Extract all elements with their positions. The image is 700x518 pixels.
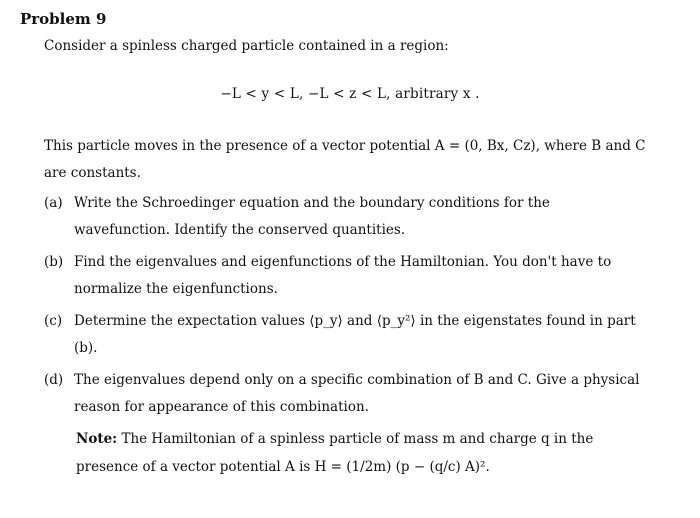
note-label: Note: — [76, 431, 118, 447]
part-b-label: (b) — [44, 254, 64, 270]
part-d-text: The eigenvalues depend only on a specific combination of B and C. Give a physical reason for appearance of this combination. — [74, 372, 640, 415]
part-b — [44, 249, 648, 303]
problem-intro: Consider a spinless charged particle contained in a region: — [44, 38, 449, 54]
note — [76, 425, 648, 481]
problem-title: Problem 9 — [20, 10, 107, 28]
part-a-label: (a) — [44, 195, 63, 211]
problem-description: This particle moves in the presence of a vector potential A = (0, Bx, Cz), where B and C are constants. — [44, 138, 646, 181]
region-equation: −L < y < L, −L < z < L, arbitrary x . — [220, 86, 480, 102]
part-b-text: Find the eigenvalues and eigenfunctions of the Hamiltonian. You don't have to normalize the eigenfunctions. — [74, 254, 612, 297]
part-a-text: Write the Schroedinger equation and the boundary conditions for the wavefunction. Identify the conserved quantities. — [74, 195, 550, 238]
part-d — [44, 367, 648, 421]
part-c-text: Determine the expectation values ⟨p_y⟩ and ⟨p_y²⟩ in the eigenstates found in part (b). — [74, 313, 636, 356]
part-a — [44, 190, 648, 244]
parts-list — [44, 190, 648, 426]
part-c-label: (c) — [44, 313, 63, 329]
note-text: The Hamiltonian of a spinless particle of mass m and charge q in the presence of a vector potential A is H = (1/2m) (p − (q/c) A)². — [76, 431, 594, 475]
part-d-label: (d) — [44, 372, 64, 388]
part-c — [44, 308, 648, 362]
